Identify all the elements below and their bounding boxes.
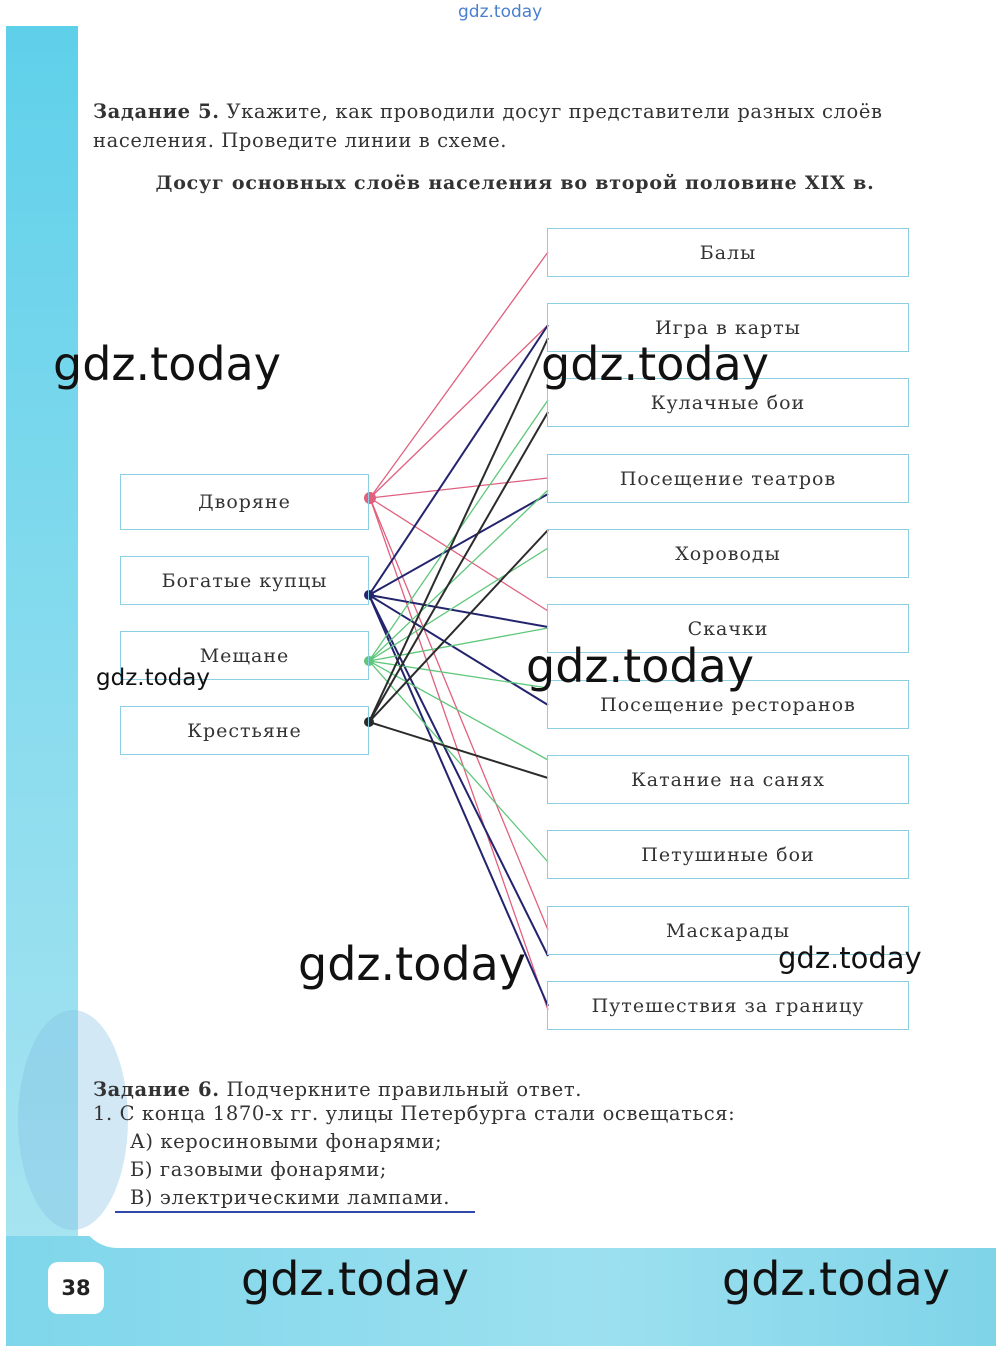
connection-kuptsy-3 (369, 494, 548, 595)
connection-krestyane-7 (369, 722, 548, 778)
answer-a: А) керосиновыми фонарями; (130, 1130, 443, 1153)
watermark: gdz.today (241, 1252, 469, 1306)
activity-label: Путешествия за границу (591, 994, 865, 1017)
connection-dvoryane-1 (370, 325, 548, 498)
scheme-title: Досуг основных слоёв населения во второй половине XIX в. (155, 172, 875, 194)
question-1: 1. С конца 1870-х гг. улицы Петербурга стали освещаться: (93, 1102, 736, 1125)
activity-label: Балы (699, 241, 757, 264)
class-label: Дворяне (198, 491, 291, 513)
activity-box-travel-abroad (547, 981, 909, 1030)
activity-label: Кулачные бои (650, 391, 806, 414)
watermark: gdz.today (96, 665, 210, 691)
activity-label: Петушиные бои (641, 843, 815, 866)
class-label: Мещане (199, 644, 290, 667)
class-box-krestyane (120, 706, 369, 755)
activity-label: Хороводы (675, 542, 781, 565)
activity-box-baly (547, 228, 909, 277)
page-number: 38 (48, 1262, 104, 1314)
connection-dvoryane-0 (370, 252, 548, 498)
answer-b: Б) газовыми фонарями; (130, 1158, 387, 1181)
activity-box-round-dances (547, 529, 909, 578)
connection-krestyane-4 (369, 530, 548, 722)
activity-box-cockfights (547, 830, 909, 879)
task5-line2: населения. Проведите линии в схеме. (93, 129, 508, 152)
task6-label: Задание 6. (93, 1078, 220, 1101)
watermark: gdz.today (778, 941, 922, 975)
answer-c: В) электрическими лампами. (130, 1186, 451, 1209)
watermark: gdz.today (458, 2, 543, 22)
class-label: Крестьяне (187, 719, 302, 742)
watermark: gdz.today (541, 337, 769, 391)
connection-krestyane-1 (369, 338, 548, 722)
activity-label: Посещение театров (619, 467, 837, 490)
connection-meshchane-8 (369, 661, 548, 862)
activity-label: Скачки (687, 617, 769, 640)
activity-label: Игра в карты (655, 316, 801, 339)
watermark: gdz.today (53, 337, 281, 391)
task6-heading (93, 1075, 953, 1104)
activity-box-theatres (547, 454, 909, 503)
connection-dvoryane-9 (370, 498, 548, 930)
answer-underline (115, 1211, 475, 1213)
class-box-dvoryane (120, 474, 369, 530)
connection-meshchane-3 (369, 490, 548, 661)
task5-label: Задание 5. (93, 100, 220, 123)
watermark: gdz.today (298, 937, 526, 991)
connection-dvoryane-3 (370, 478, 548, 498)
activity-label: Маскарады (666, 919, 790, 942)
task5-line1: Укажите, как проводили досуг представители разных слоёв (226, 100, 883, 123)
watermark: gdz.today (526, 639, 754, 693)
activity-label: Катание на санях (631, 768, 825, 791)
watermark: gdz.today (722, 1252, 950, 1306)
task6-instruction: Подчеркните правильный ответ. (226, 1078, 583, 1101)
activity-label: Посещение ресторанов (600, 693, 856, 716)
class-label: Богатые купцы (161, 569, 328, 592)
class-box-kuptsy (120, 556, 369, 605)
activity-box-sledding (547, 755, 909, 804)
